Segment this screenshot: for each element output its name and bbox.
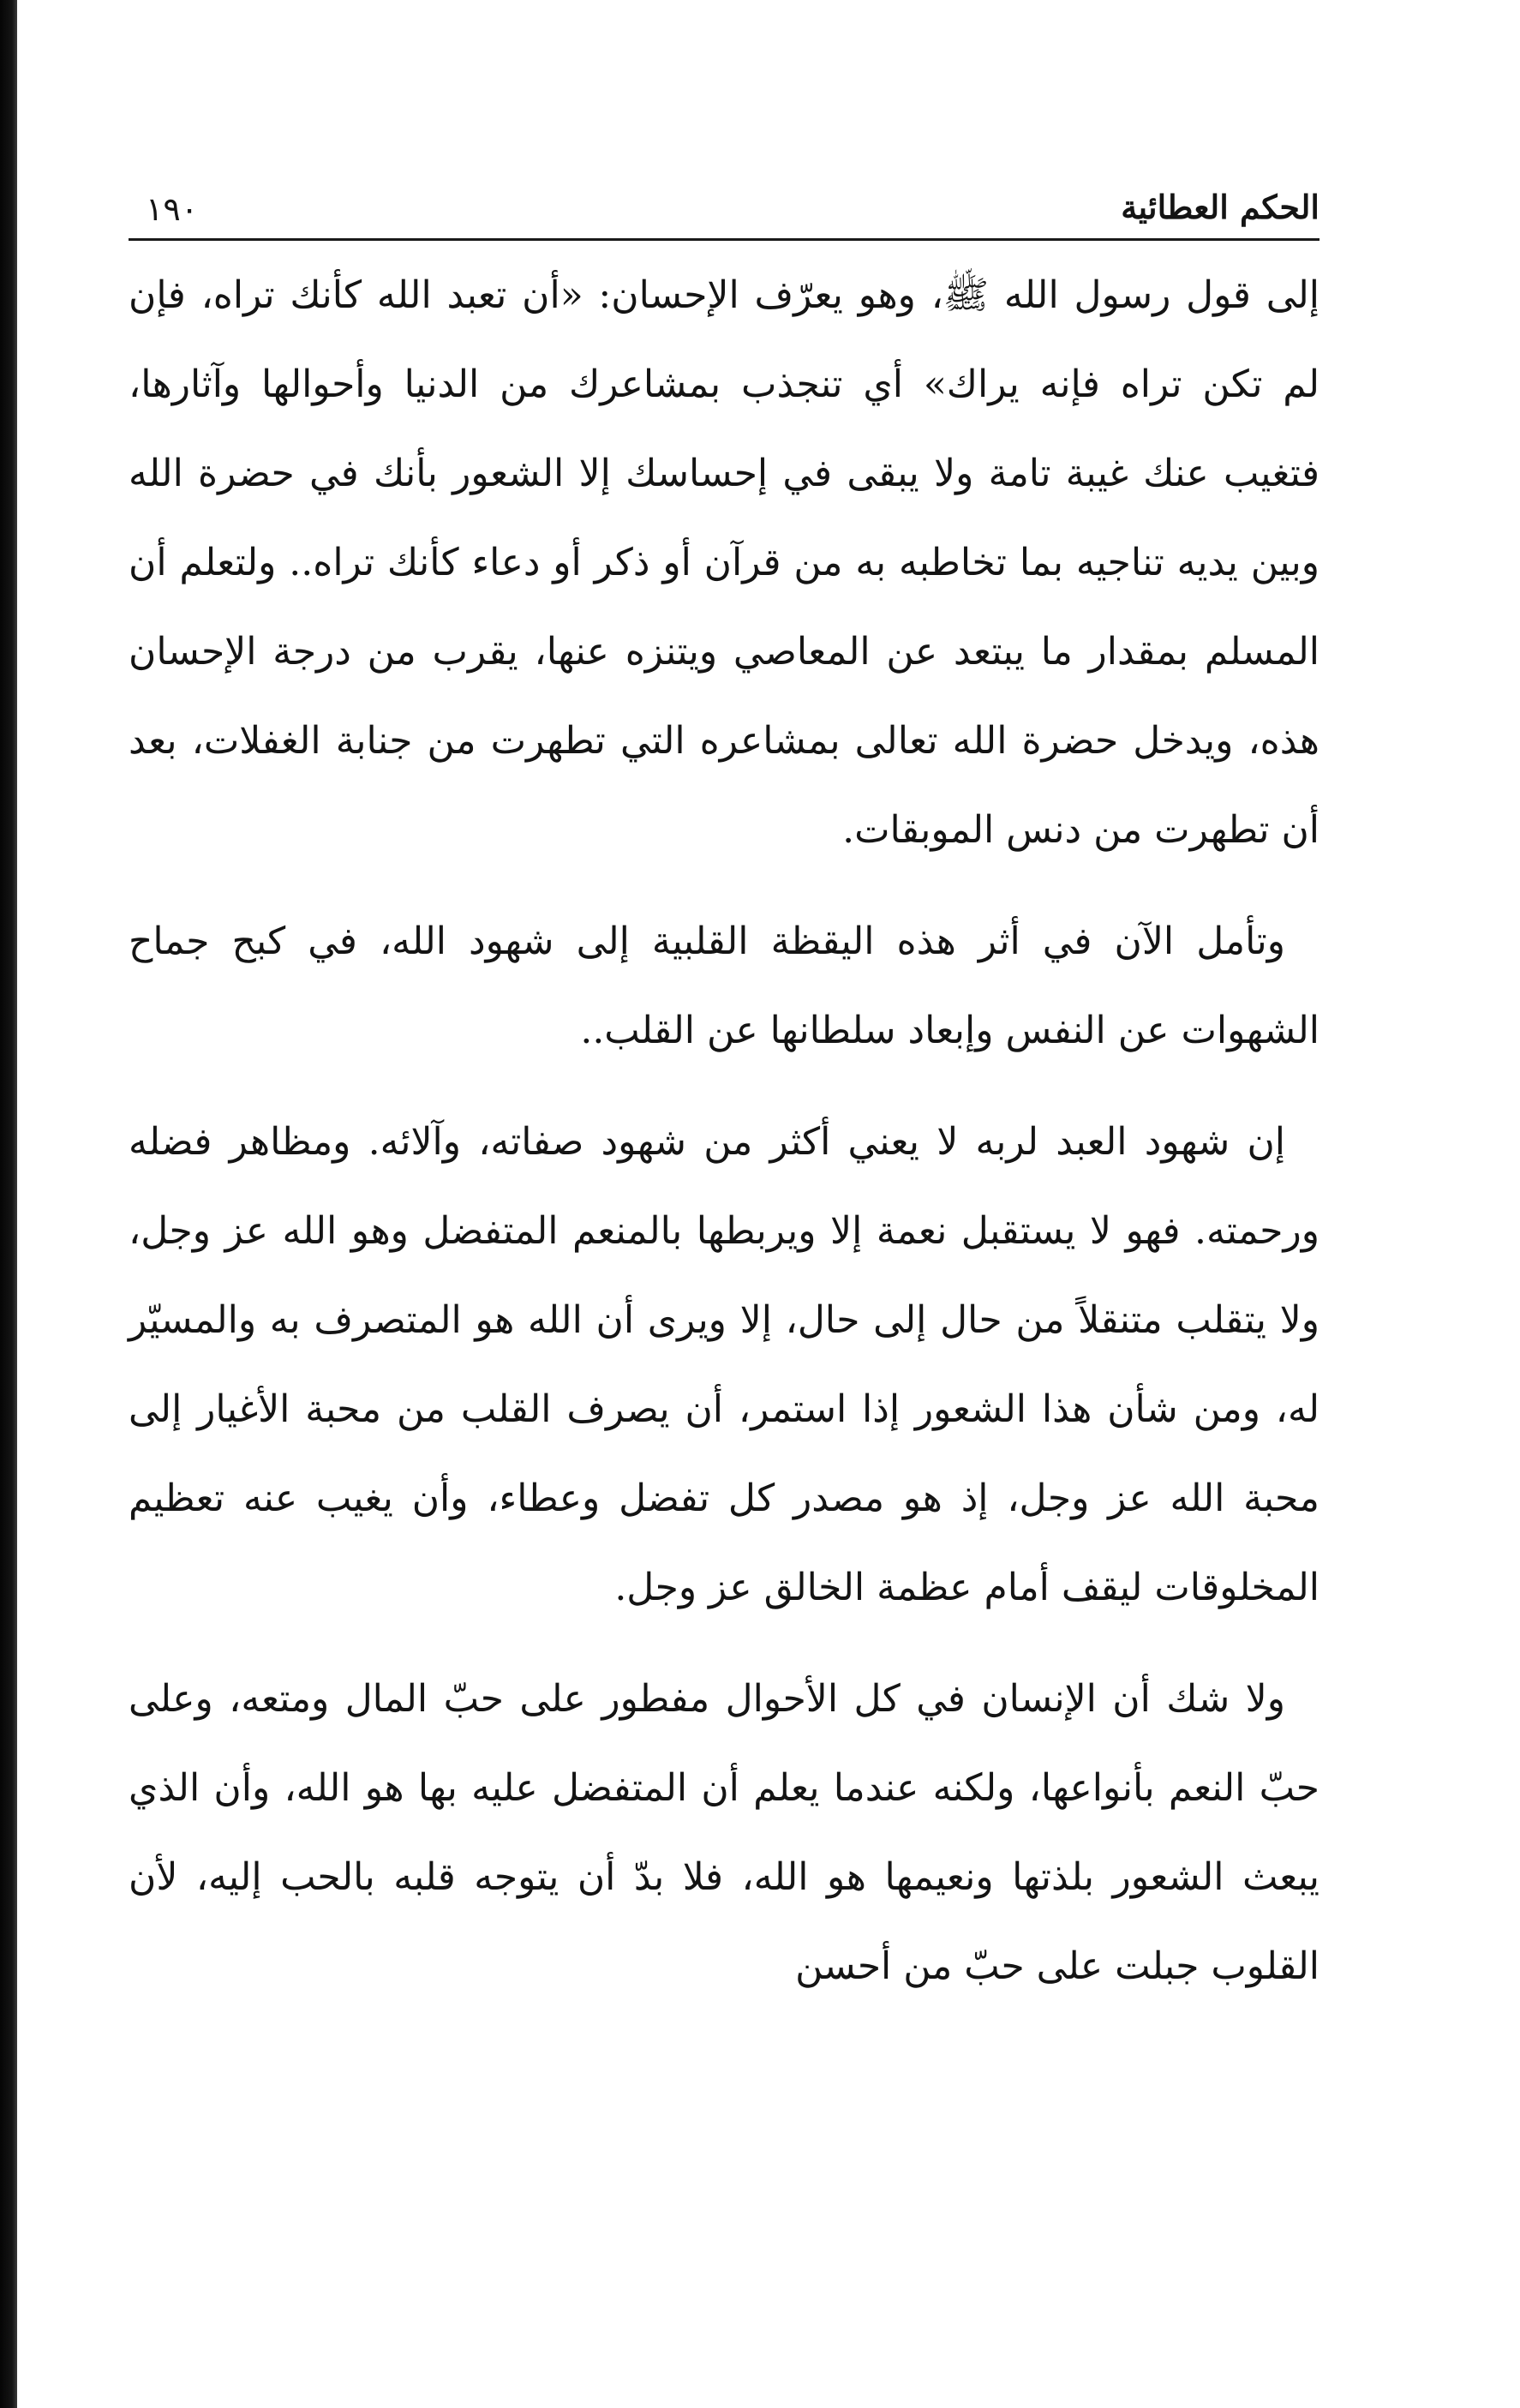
page-header bbox=[129, 171, 1320, 241]
page-number: ١٩٠ bbox=[146, 190, 199, 228]
book-page bbox=[129, 171, 1320, 2034]
scan-edge bbox=[0, 0, 17, 2408]
page-body bbox=[129, 251, 1320, 2011]
paragraph-3: إن شهود العبد لربه لا يعني أكثر من شهود صفاته، وآلائه. ومظاهر فضله ورحمته. فهو لا يستقبل نعمة إلا ويربطها بالمنعم المتفضل وهو الله عز وجل، ولا يتقلب متنقلاً من حال إلى حال، إلا ويرى أن الله هو المتصرف به والمسيّر له، ومن شأن هذا الشعور إذا استمر، أن يصرف القلب من محبة الأغيار إلى محبة الله عز وجل، إذ هو مصدر كل تفضل وعطاء، وأن يغيب عنه تعظيم المخلوقات ليقف أمام عظمة الخالق عز وجل. bbox=[129, 1120, 1320, 1609]
paragraph-4: ولا شك أن الإنسان في كل الأحوال مفطور على حبّ المال ومتعه، وعلى حبّ النعم بأنواعها، ولكنه عندما يعلم أن المتفضل عليه بها هو الله، وأن الذي يبعث الشعور بلذتها ونعيمها هو الله، فلا بدّ أن يتوجه قلبه بالحب إليه، لأن القلوب جبلت على حبّ من أحسن bbox=[129, 1677, 1320, 1988]
paragraph-1: إلى قول رسول الله ﷺ، وهو يعرّف الإحسان: «أن تعبد الله كأنك تراه، فإن لم تكن تراه فإنه يراك» أي تنجذب بمشاعرك من الدنيا وأحوالها وآثارها، فتغيب عنك غيبة تامة ولا يبقى في إحساسك إلا الشعور بأنك في حضرة الله وبين يديه تناجيه بما تخاطبه به من قرآن أو ذكر أو دعاء كأنك تراه.. ولتعلم أن المسلم بمقدار ما يبتعد عن المعاصي ويتنزه عنها، يقرب من درجة الإحسان هذه، ويدخل حضرة الله تعالى بمشاعره التي تطهرت من جنابة الغفلات، بعد أن تطهرت من دنس الموبقات. bbox=[129, 273, 1320, 852]
paragraph-2: وتأمل الآن في أثر هذه اليقظة القلبية إلى شهود الله، في كبح جماح الشهوات عن النفس وإبعاد سلطانها عن القلب.. bbox=[129, 919, 1320, 1052]
running-title: الحكم العطائية bbox=[1121, 188, 1320, 226]
